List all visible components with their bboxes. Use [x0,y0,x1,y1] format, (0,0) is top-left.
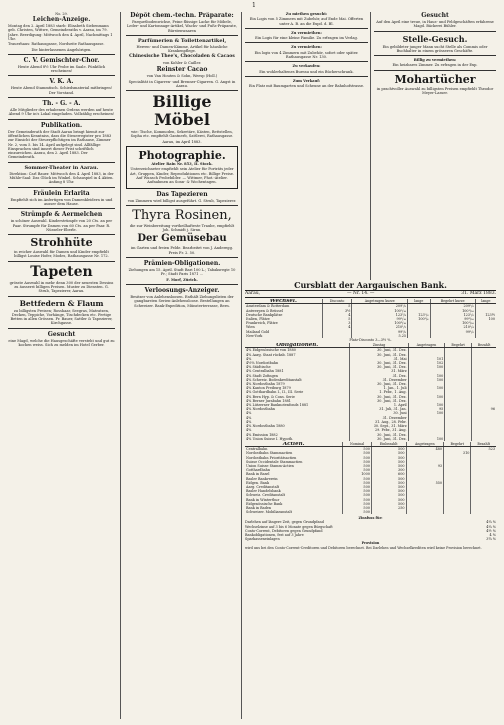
table-cell: 4 [322,313,352,317]
table-cell: 30. Juni, 31. Dez. [350,395,408,399]
table-cell: 500 [343,460,372,464]
bank-number: — Nr. 14. — [346,291,375,296]
table-cell: 500 [343,456,372,460]
table-cell: 100 [408,411,445,415]
table-cell: 500 [343,477,372,481]
wanted-text-2: Auf den April eine treue, in Haus- und Feldgeschäften erfahrene Magd. Bäckerei Bühler. [376,20,494,29]
table-cell: 100¹/₄ [408,317,430,321]
table-cell: Bank in Baden [246,505,272,510]
table-cell: 30. Juni, 31. Dez. [350,382,408,386]
divider [126,90,238,91]
bedding-heading: Bettfedern & Flaum [19,298,104,308]
interest-rate: 4¼ % [486,524,496,529]
column-3 [245,12,368,282]
interest-heading: Zinsfuss für: [358,516,383,521]
table-cell: 500 [343,451,372,455]
specialty-text: Specialität in Cigarren- und Brenner-Cigarren. G. Angst in Aarau. [128,79,236,88]
table-cell: 500 [343,447,372,452]
interest-rate: 4½ % [486,528,496,533]
exchange-col-header: lange [475,299,496,304]
table-cell: 30. Juni, 31. Dez. [350,399,408,403]
table-cell: 500 [371,447,406,452]
table-cell: 123³/₄ [352,313,408,317]
table-cell: 210¹/₂ [352,325,408,329]
publication-heading: Publikation. [40,121,83,129]
sale-text: Ein Platz mit Baumgarten und Scheune an der Bahnhofstrasse. [248,84,365,89]
table-cell: 31. Juli, 31. Jan. [350,407,408,411]
perfume-text: Herren- und Damen-Kämme, Artikel für häusliche Krankenpflege. [136,44,228,54]
table-cell: 100 [408,378,445,382]
exchange-header-row [245,299,496,304]
furniture-text: wie: Tische, Kommoden, Sekretäre, Kästen, Bettstellen, Sopha etc. empfiehlt Gantnerb, Sattlerei, Rathausgasse. [130,130,234,139]
divider [374,55,496,56]
table-cell: 100¹/₁₆ [430,321,475,325]
table-cell: 3½ [322,309,352,313]
table-cell: 101 [408,357,445,361]
table-cell: 31. März [350,369,408,373]
table-cell: 500 [371,485,406,489]
shares-table [245,442,496,514]
divider [245,61,368,62]
interest-label: Wechselzinse auf 3 bis 6 Monate gegen Bürgschaft [245,524,333,529]
exchange-heading: Wechsel. [245,299,322,304]
newspaper-page [8,2,496,719]
tea-heading: Chinesische Thee's, Chocoladen & Cacaos [129,54,235,60]
column-2 [126,12,238,719]
for-sale-text: Ein wohlerhaltenes Bureau und ein Bücherschrank. [259,69,354,74]
table-cell: 500 [371,489,406,493]
table-cell [444,510,471,514]
table-cell: 4% Gotthardbahn I., II., III. Serie [246,390,304,395]
shares-col-header: Bezahlt [471,442,496,447]
table-cell: 4½% Nordostbahn [246,361,279,366]
table-cell: 100 [408,386,445,390]
table-cell: 1. Jan., 1. Juli [350,386,408,390]
table-cell: 500 [343,493,372,497]
table-cell [371,510,406,514]
table-cell: 4% [246,419,252,424]
divider [8,328,115,329]
table-cell: 31. Aug., 28. Febr. [350,420,408,424]
divider [245,76,368,77]
table-cell: 500 [371,456,406,460]
photo-heading: Photographie. [138,149,226,163]
table-cell: 4% Bern Hyp. & Cons. Serie [246,394,295,399]
cheap-rent-heading: Billig zu vermiethen: [413,58,457,63]
table-cell: 4% Städtische [246,365,271,370]
bank-date: 31. März 1883. [461,291,496,296]
table-cell: 500 [343,498,372,502]
tea-text: von Kohler & Cailler. [162,60,202,65]
fraulein-text: Empfiehlt sich im Anfertigen von Damenkleidern in und ausser dem Hause. [10,197,113,206]
table-cell: 4% Eidgenössische von 1880 [246,348,296,353]
table-cell: 1. April [350,403,408,407]
interest-rate: 3¾ % [486,536,496,541]
depot-heading: Dépôt chem.-techn. Präparate: [130,12,234,19]
table-cell: 1. Febr., 1. Aug. [350,390,408,394]
bonds-text: Ziehungen am 15. April. Stadt Bari 100 L.; Tabaksregie 10 Fr.; Stadt Paris 1871 … [128,268,236,277]
table-cell: 123⁵/₈ [408,313,430,317]
vka-heading: V. K. A. [49,78,74,86]
death-notice-text-2: Trauerhaus: Rathausgasse, Nordseite Rathausgasse. [8,42,105,47]
table-cell: 100 [408,374,445,378]
table-row [245,510,496,514]
table-cell: 31. Dezember [350,416,408,420]
obligations-col-header: Begehrt [445,343,472,348]
for-rent-heading-1: Zu vermiethen: [291,30,322,35]
depot-subtext: Parquetbodenwichse, Feine flüssige Lacke für Möbele, Leder- und Kartonnage-Artikel, Wachs- und Fußs-Präparate, Bürstenwaaren [127,20,237,33]
obligations-col-header: Angetragen [408,343,445,348]
bonds-signature: F. Morf, Zürich. [166,277,198,282]
divider [8,187,115,188]
table-cell: Suisse Occidentale Stammactien [246,459,303,464]
table-cell: 30. Juni, 31. Dez. [350,433,408,437]
bank-title: Cursblatt der Aargauischen Bank. [294,281,447,290]
shares-body [245,447,496,515]
divider [245,28,368,29]
table-cell: 29. Febr., 31. Aug. [350,428,408,432]
table-cell: 4 [322,325,352,329]
divider [126,35,238,36]
table-cell: 250 [371,506,406,510]
table-cell: Wien [246,325,255,330]
interest-rates [245,516,496,550]
table-cell: Eidgen. Bank [246,480,269,485]
vegetables-text: im Garten und freien Felde. Bearbeitet von J. Anderegg. Preis Fr. 2. 50. [130,246,234,255]
photo-text: Unterzeichneter empfiehlt sein Atelier für Porträts jeder Art, Gruppen, Kinder, Reproduktionen etc. Billige Preise. Auf Wunsch Probebilder. — Wittmer, Phot.-Atelier. Aufnahmen an Sonn- & Wochentagen. [129,167,235,185]
table-cell: 95 [408,407,445,411]
table-cell: 102 [408,361,445,365]
shares-col-header: Nominal [343,442,372,447]
platz-disconto: Platz-Disconto 3—3½ %. [349,338,392,343]
divider [8,208,115,209]
table-cell: 209⁵/₈ [352,304,408,309]
table-cell: Union Suisse Stamm-Actien [246,463,294,468]
table-cell [445,437,472,441]
raisins-text: die zur Weinbereitung vortheilhafteste Traube, empfiehlt Joh. Schmidt j. Sirnn. [129,223,235,233]
shares-col-header: Angetragen [406,442,444,447]
table-cell: 4% Centralbahn 1881 [246,369,284,374]
table-cell: 4% Nordostbahn 1879 [246,382,285,387]
divider [126,257,238,258]
table-cell: 500 [343,502,372,506]
interest-label: Conto-Corrent, Debitoren gegen Grundpfand [245,528,323,533]
divider [8,75,115,76]
table-cell: 523 [471,447,496,452]
lottery-heading: Verloosungs-Anzeiger. [144,286,220,294]
bank-subheader [245,290,496,298]
wanted-heading: Gesucht [47,330,76,338]
cacao-text: von Van Houten & Sohn, Weesp (Holl.) [146,74,218,79]
table-cell: Frankreich, Plätze [246,321,278,326]
exchange-col-header: Disconto [322,299,352,304]
tga-text: Alle Mitglieder des erhabenen Ordens werden auf heute Abend 9 Uhr in's Lokal eingeladen. Vollzählig erscheinen! [8,108,115,117]
shares-col-header: Begehrt [444,442,471,447]
table-cell: 4% Nordostbahn 1880 [246,424,285,429]
publication-text: Der Gemeinderath der Stadt Aarau bringt hiemit zur öffentlichen Kenntniss, dass die Steuerregister pro 1883 zur Einsicht der Steuerpflichtigen im Rathause, Zimmer Nr. 2, vom 5. bis 14. April aufgelegt sind. Allfällige Einsprachen sind innert dieser Frist schriftlich einzureichen. Aarau, den 2. April 1883. Der Gemeinderath. [8,129,112,160]
table-cell: 500 [371,481,406,485]
table-cell: 500 [343,485,372,489]
for-rent-text-1: Ein Logis für eine kleine Familie. Zu erfragen im Verlag. [255,36,358,41]
interest-label: Sparkasseneinlagen [245,536,280,541]
table-cell: 93 [406,464,444,468]
table-cell: 99¹/₁₆ [352,317,408,321]
table-cell: 500 [371,451,406,455]
table-cell: 5 [322,304,352,309]
cacao-heading: Reinster Cacao [156,66,208,74]
table-cell: 100¹/₁₆ [430,309,475,313]
job-wanted-heading: Stelle-Gesuch. [402,33,468,44]
lottery-text: Besitzer von Anlehensloosen. Enthält Ziehungslisten der gangbarsten Serien-Anlehensloose. Bestellungen an Schweizer. Bank-Expedition, Münsterterrasse, Bern. [130,294,234,308]
theater-heading: Sommer-Theater in Aarau. [24,164,99,171]
divider [8,261,115,262]
table-cell: 4% [246,415,252,420]
divider [126,205,238,206]
interest-rate: 4¼ % [486,520,496,525]
bedding-text: zu billigsten Preisen; Rosshaar, Seegras, Matratzen, Decken, Teppiche, Vorhänge, Tischdecken etc. Fertige Betten in allen Grössen. Fr. Bauer, Sattler & Tapezierer, Kirchgasse. [10,308,113,326]
table-cell: Eidgenössische Bank [246,501,283,506]
interest-label: Bankobligationen, fest auf 3 Jahre [245,532,304,537]
obligations-col-header: Bezahlt [472,343,497,348]
table-cell: Italien, Plätze [246,317,270,322]
papering-heading: Das Tapezieren [156,190,208,198]
divider [8,234,115,235]
table-cell: 500 [343,510,372,514]
death-notice-heading: Leichen-Anzeige. [32,16,91,24]
divider [374,31,496,32]
table-cell: Mailand Gold [246,329,270,334]
table-cell: 3 [322,321,352,325]
table-cell: Bank in Basel [246,472,270,477]
perfume-heading: Parfümerien & Toilettenartikel, [137,37,227,44]
death-notice-text-1: Montag den 2. April 1883 starb: Elisabeth Siebenmann geb. Christen, Wittwe, Gemeinderaths v. Aarau, im 79. Jahre. Beerdigung: Mittwoch den 4. April, Nachmittags 1 Uhr. [8,24,113,41]
issue-number: No. 29. [55,12,68,16]
table-cell: New-York [246,333,263,338]
column-rule [241,12,242,719]
divider [8,97,115,98]
club-heading: C. V. Gemischter-Chor. [23,56,100,64]
exchange-table [245,299,496,338]
column-1 [8,12,115,719]
table-cell: 550 [406,481,444,485]
table-cell [471,510,496,514]
page-number: 1 [252,2,256,9]
table-cell: 31. Mai [350,357,408,361]
table-cell: 100⁵/₁₆ [352,309,408,313]
exchange-col-header: Angetragen kurze [352,299,408,304]
obligations-table [245,343,496,441]
table-cell: 99³/₈ [352,330,408,334]
tga-heading: Th. - G. - A. [42,100,81,108]
stockings-heading: Strümpfe & Aermelchen [20,211,103,219]
table-cell: 30. Sept., 31. März [350,424,408,428]
rent-wanted-text: Ein Logis von 5 Zimmern mit Zubehör, auf Ende Mai. Offerten unter A. B. an die Expd. d. Bl. [249,17,364,26]
provision-text: wird uns bei den Conto-Corrent-Creditoren und Debitoren berechnet. Bei Darlehen und Wechselkrediten wird keine Provision berechnet. [245,546,482,551]
bank-place: Aarau, [245,291,261,296]
wallpaper-heading: Tapeten [30,263,93,280]
table-cell: 4% Union Suisse I. Hypoth. [246,436,294,441]
fraulein-heading: Fräulein Erlarita [33,189,90,197]
table-cell: 600 [371,472,406,476]
interest-label: Darlehen auf längere Zeit, gegen Grundpfand [245,520,324,525]
death-notice-text-3: Die hinterlassenen Angehörigen. [31,47,92,52]
table-cell: 30. Juni, 31. Dez. [350,437,408,441]
table-cell: Basler Bankverein [246,476,278,481]
table-cell: 210¹/₄ [430,325,475,329]
bonds-heading: Prämien-Obligationen. [143,260,221,268]
obligations-col-header: Zinstag [350,343,408,348]
table-cell: 4% [246,411,252,416]
exchange-col-header: lange [408,299,430,304]
cheap-rent-text: Ein heizbares Zimmer. Zu erfragen in der Exp. [392,63,478,68]
papering-text: von Zimmern wird billigst ausgeführt. G. Strub, Tapezierer. [127,198,237,203]
wanted-heading-2: Gesucht [421,12,449,19]
table-cell: Nordostbahn Prioritätsactien [246,455,297,460]
table-cell: 500 [343,506,372,510]
table-cell: Aarg. Creditanstalt [246,484,280,489]
table-cell: 500 [371,498,406,502]
table-cell [472,437,497,441]
table-cell: 31. Dezember [350,378,408,382]
table-cell [406,510,444,514]
table-cell: 500 [343,464,372,468]
table-cell: Centralbahn [246,447,268,452]
sale-heading: Zum Verkauf: [292,78,321,83]
theater-text: Direktion: Carl Bauer. Mittwoch den 4. April 1883, in der Mühle-Saal: Das Glück im Winkel. Schauspiel in 4 Akten. Anfang 8 Uhr. [9,171,114,185]
table-cell: 30. Juni [350,411,408,415]
table-cell: 100 [475,317,496,321]
table-cell: 500 [371,477,406,481]
table-row [245,437,496,441]
photo-subheading: Atelier Rain Nr. 853, II. Stock. [151,162,213,167]
table-cell: Schweizer. Mobiliaranstalt [246,510,292,515]
table-cell: 100 [408,403,445,407]
table-cell: 100 [408,365,445,369]
table-cell: 500 [371,493,406,497]
table-cell: 4% [246,428,252,433]
interest-list [245,520,496,540]
bank-quotation-sheet [245,281,496,713]
obligations-body [245,348,496,441]
job-wanted-text: Ein gebildeter junger Mann sucht Stelle als Commis oder Buchhalter in einem grösseren Geschäfte. [382,44,488,53]
provision-heading: Provision [361,540,380,545]
table-cell: 500 [371,464,406,468]
table-cell: 209⁵/₈ [430,304,475,309]
table-cell: 500 [343,481,372,485]
table-cell: 4% Emission 1882 [246,432,278,437]
table-cell: Basler Handelsbank [246,489,281,494]
vegetables-heading: Der Gemüsebau [137,233,227,245]
table-cell: 4% Lützerner Banknotenfonds 1881 [246,403,309,408]
table-cell: 4% Schweiz. Bodenkreditanstalt [246,377,302,382]
shares-heading: Actien. [245,442,343,447]
stockings-text: in schöner Auswahl. Kinderstrümpfe von 20 Cts. an per Paar. Strumpfe für Damen von 60 Cts. an per Paar. R. Nüsseler-Eberle. [10,219,113,232]
table-cell: 500 [371,460,406,464]
table-cell: 100 [408,437,445,441]
divider [374,70,496,71]
club-text: Heute Abend 8½ Uhr Probe im Saale. Pünktlich erscheinen! [17,64,106,74]
vka-text: Heute Abend Stammtisch. Schiedsmaterial mitbringen! Der Vorstand. [10,86,113,95]
column-rule [120,12,121,719]
straw-hats-heading: Strohhüte [30,236,93,250]
mohair-heading: Mohartücher [394,72,476,86]
table-cell: 123½ [475,313,496,317]
table-cell: 100 [408,395,445,399]
divider [126,284,238,285]
table-cell: 4% Aarg. Staat rücksb. 1887 [246,352,296,357]
table-cell: 480 [406,447,444,452]
table-cell: Schweiz. Creditanstalt [246,493,285,498]
table-cell: 99³/₁₆ [430,317,475,321]
mohair-text: in prachtvoller Auswahl zu billigsten Preisen empfiehlt Theodor Meyer-Lasser. [376,86,494,96]
table-cell: 30. Juni, 31. Dez. [350,353,408,357]
divider [8,54,115,55]
divider [245,42,368,43]
interest-rate: 4 % [489,532,496,537]
for-rent-heading-2: Zu vermiethen: [291,45,322,50]
table-cell: 1000 [343,472,372,476]
table-cell: 500 [343,468,372,472]
table-cell: 500 [343,489,372,493]
table-cell: 4% [246,356,252,361]
raisins-heading: Thyra Rosinen, [132,207,232,223]
obligations-heading: Obligationen. [245,343,350,348]
table-cell: 500 [371,502,406,506]
table-cell: 300 [371,468,406,472]
straw-hats-text: in reicher Auswahl für Damen und Kinder empfiehlt billigst Louise Hofer, Modes, Rathausgasse Nr. 172. [14,250,109,259]
divider [8,296,115,297]
table-cell: 30. Juni, 31. Dez. [350,348,408,353]
furniture-heading: Billige Möbel [152,92,212,130]
photo-ad-box [126,146,238,188]
wallpaper-text: grösste Auswahl in mehr denn 300 der neuesten Dessins zu äusserst billigen Preisen. Muster zu Diensten. G. Strub, Tapezierer, Aarau. [9,280,114,294]
table-cell: 4% Nordostbahn [246,407,275,412]
for-sale-heading: Zu verkaufen: [292,64,321,69]
table-cell: 123⁵/₈ [430,313,475,317]
table-cell: 4% Stadt Zofingen [246,373,278,378]
table-cell: 5 [322,317,352,321]
table-cell: 30. Juni, 31. Dez. [350,361,408,365]
table-cell: 30. Juni, 31. Dez. [350,365,408,369]
shares-col-header: Einbezahlt [371,442,406,447]
wanted-text: eine Magd, welche die Hausgeschäfte versteht und gut zu kochen weiss. Sich zu melden im Hotel Gerber. [8,338,115,348]
divider [8,119,115,120]
column-rule [370,12,371,280]
rent-wanted-heading: Zu miethen gesucht: [285,12,328,16]
table-cell: 99¹/₈ [430,330,475,334]
table-cell: Nordostbahn Stammactien [246,451,293,456]
exchange-body [245,304,496,338]
date-line: Aarau, im April 1883. [162,139,202,144]
table-cell: 4% Kanton Freiburg 1879 [246,386,291,391]
divider [8,162,115,163]
table-cell: 5.25 [352,334,408,338]
table-cell: Bank in Winterthur [246,497,280,502]
table-cell: Deutsche Bankplätze [246,312,283,317]
table-cell: Amsterdam & Rotterdam [246,304,290,309]
table-cell: 100³/₁₆ [352,321,408,325]
table-cell: 96 [472,407,497,411]
table-cell: Gotthardbahn [246,468,271,473]
table-cell: 31. Dez. [350,374,408,378]
column-4 [374,12,496,282]
table-cell: 4% Berner Jurabahn 1881 [246,398,291,403]
for-rent-text-2: Ein logis von 4 Zimmern mit Zubehör, sofort oder später. Rathausgasse Nr. 130. [254,50,359,60]
table-cell: Antwerpen & Brüssel [246,308,283,313]
exchange-col-header: Begehrt kurze [430,299,475,304]
table-cell: 310 [444,451,471,455]
